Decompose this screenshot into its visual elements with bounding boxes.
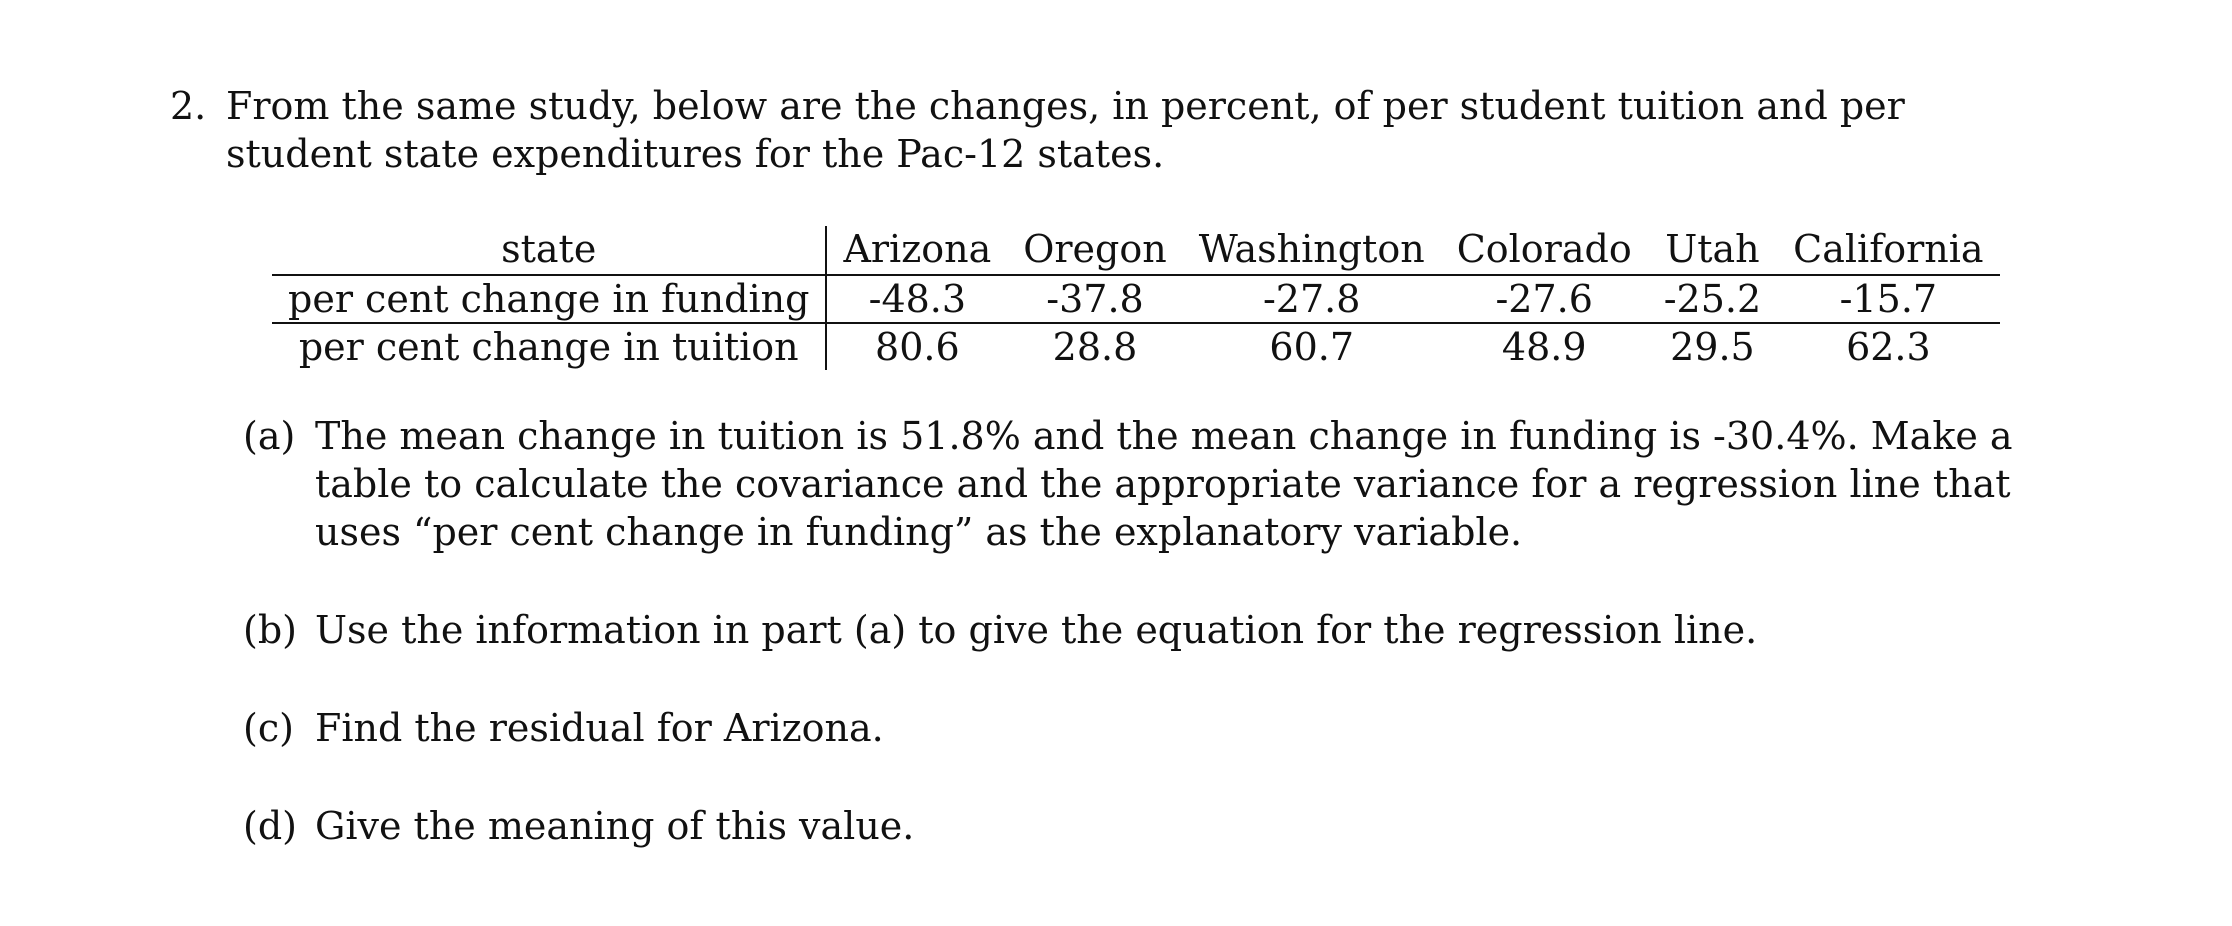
header-colorado: Colorado (1456, 227, 1632, 271)
row-label-funding: per cent change in funding (272, 275, 826, 323)
problem-2 (170, 82, 2070, 178)
part-b-label: (b) (243, 608, 297, 652)
pac12-data-table (272, 226, 2000, 370)
part-d-text: Give the meaning of this value. (315, 804, 915, 848)
cell-funding-washington: -27.8 (1183, 275, 1441, 323)
table-header-row (272, 226, 2000, 275)
problem-number: 2. (170, 84, 207, 128)
cell-tuition-oregon: 28.8 (1052, 325, 1138, 369)
part-d (243, 802, 2043, 850)
header-label-state: state (272, 226, 826, 275)
table-row-funding (272, 275, 2000, 323)
cell-tuition-colorado: 48.9 (1501, 325, 1587, 369)
row-label-tuition: per cent change in tuition (272, 323, 826, 370)
header-utah: Utah (1665, 227, 1760, 271)
table-row-tuition (272, 323, 2000, 370)
cell-tuition-utah: 29.5 (1670, 325, 1755, 369)
part-c-label: (c) (243, 706, 294, 750)
cell-funding-oregon: -37.8 (1007, 275, 1182, 323)
problem-statement: From the same study, below are the changes, in percent, of per student tuition and per student state expenditures for the Pac-12 states. (226, 84, 1905, 176)
cell-funding-arizona: -48.3 (826, 275, 1007, 323)
header-oregon: Oregon (1023, 227, 1167, 271)
header-california: California (1793, 227, 1984, 271)
cell-tuition-california: 62.3 (1846, 325, 1931, 369)
cell-tuition-washington: 60.7 (1269, 325, 1354, 369)
part-b-text: Use the information in part (a) to give the equation for the regression line. (315, 608, 1758, 652)
part-a (243, 412, 2043, 556)
header-arizona: Arizona (843, 227, 992, 271)
part-d-label: (d) (243, 804, 297, 848)
part-b (243, 606, 2043, 654)
cell-funding-colorado: -27.6 (1441, 275, 1648, 323)
part-c-text: Find the residual for Arizona. (315, 706, 884, 750)
cell-tuition-arizona: 80.6 (875, 325, 960, 369)
problem-parts (243, 412, 2043, 900)
header-washington: Washington (1198, 227, 1425, 271)
cell-funding-california: -15.7 (1777, 275, 1999, 323)
cell-funding-utah: -25.2 (1648, 275, 1777, 323)
part-a-label: (a) (243, 414, 296, 458)
part-c (243, 704, 2043, 752)
part-a-text: The mean change in tuition is 51.8% and the mean change in funding is -30.4%. Make a table to calculate the covariance and the appropriate variance for a regression line that uses “per cent change in funding” as the explanatory variable. (315, 414, 2013, 554)
